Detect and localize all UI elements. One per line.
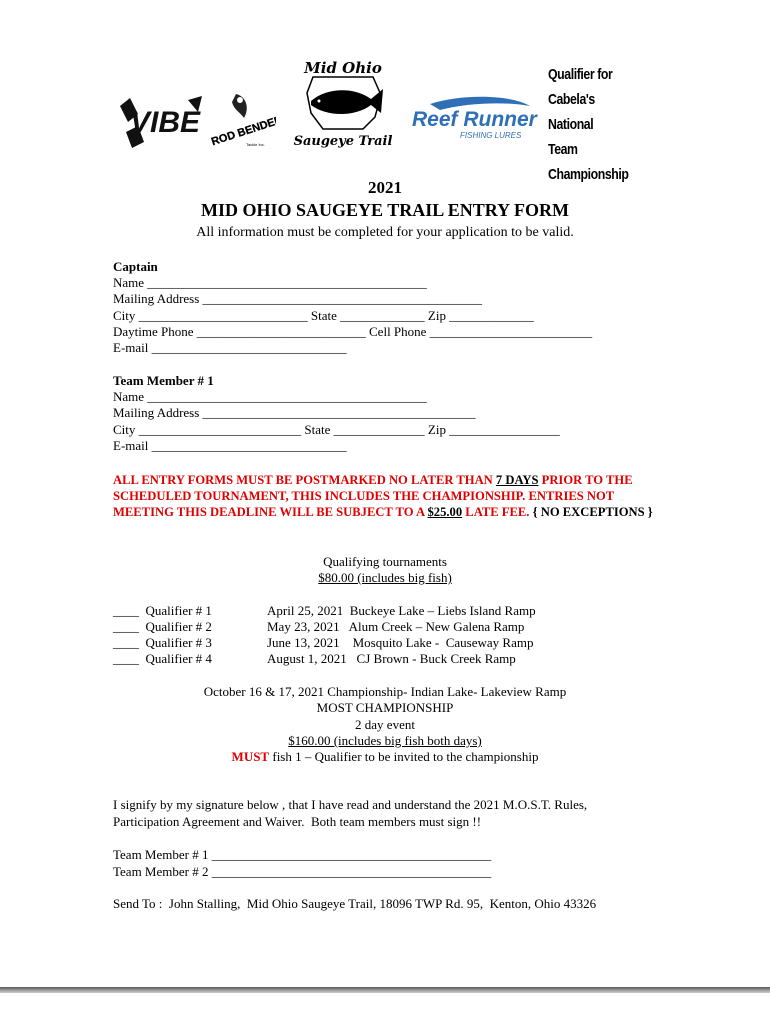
form-year: 2021 (368, 178, 402, 197)
rod-benders-text: ROD BENDERS (209, 111, 276, 149)
reef-runner-text: Reef Runner (412, 108, 537, 131)
qualifier-3-checkbox[interactable]: ____ Qualifier # 3 (113, 635, 212, 650)
signature-statement-1: I signify by my signature below , that I have read and understand the 2021 M.O.S.T. Rules, (113, 797, 588, 812)
qualifying-price (0, 570, 770, 586)
championship-name: MOST CHAMPIONSHIP (316, 700, 454, 715)
team-member-city-state-zip-field[interactable]: City _________________________ State ______________ Zip _________________ (113, 422, 560, 437)
captain-email-field[interactable]: E-mail ______________________________ (113, 340, 347, 355)
warning-no-exceptions: { NO EXCEPTIONS } (532, 505, 653, 520)
team-member-name-field[interactable]: Name ___________________________________________ (113, 389, 427, 404)
championship-price-text: $160.00 (includes big fish both days) (288, 733, 482, 748)
championship-dates: October 16 & 17, 2021 Championship- Indian Lake- Lakeview Ramp (203, 684, 567, 699)
form-subtitle: All information must be completed for your application to be valid. (196, 225, 574, 240)
qualifier-3-detail: June 13, 2021 Mosquito Lake - Causeway Ramp (267, 635, 534, 650)
championship-duration: 2 day event (355, 717, 415, 732)
cabelas-qualifier-badge (548, 62, 638, 183)
team-member-heading: Team Member # 1 (113, 373, 214, 388)
championship-price (0, 733, 770, 749)
qualifier-4-detail: August 1, 2021 CJ Brown - Buck Creek Ramp (267, 651, 516, 666)
mid-ohio-text: Mid Ohio (304, 59, 382, 77)
qualifier-line-1: Qualifier for (548, 66, 613, 83)
form-title: MID OHIO SAUGEYE TRAIL ENTRY FORM (201, 200, 569, 220)
warning-text-3: LATE FEE. (462, 505, 530, 520)
reef-runner-logo (410, 92, 538, 142)
rod-benders-logo (206, 92, 276, 150)
captain-name-field[interactable]: Name ___________________________________________ (113, 275, 427, 290)
championship-requirement-text: fish 1 – Qualifier to be invited to the championship (269, 749, 539, 764)
championship-requirement (0, 749, 770, 765)
reef-runner-sub: FISHING LURES (460, 131, 522, 140)
send-to-address: Send To : John Stalling, Mid Ohio Saugeye Trail, 18096 TWP Rd. 95, Kenton, Ohio 43326 (113, 896, 597, 911)
warning-text-2: PRIOR TO THE SCHEDULED TOURNAMENT, THIS INCLUDES THE CHAMPIONSHIP. ENTRIES NOT MEETING THIS DEADLINE WILL BE SUBJECT TO A (113, 473, 633, 520)
rod-benders-sub: Tackle Inc. (246, 142, 265, 147)
qualifier-1-checkbox[interactable]: ____ Qualifier # 1 (113, 603, 212, 618)
qualifier-4-checkbox[interactable]: ____ Qualifier # 4 (113, 651, 212, 666)
team-member-2-signature-field[interactable]: Team Member # 2 ___________________________________________ (113, 864, 492, 879)
captain-phone-field[interactable]: Daytime Phone __________________________ Cell Phone _________________________ (113, 324, 593, 339)
page-bottom-border (0, 987, 770, 993)
warning-days: 7 DAYS (495, 473, 539, 487)
saugeye-trail-text: Saugeye Trail (293, 134, 393, 149)
vibe-logo (118, 92, 208, 152)
vibe-logo-text: VIBE (130, 106, 201, 139)
qualifying-price-text: $80.00 (includes big fish) (318, 570, 452, 585)
team-member-mailing-field[interactable]: Mailing Address __________________________________________ (113, 405, 476, 420)
team-member-email-field[interactable]: E-mail ______________________________ (113, 438, 347, 453)
captain-city-state-zip-field[interactable]: City __________________________ State _____________ Zip _____________ (113, 308, 534, 323)
championship-must: MUST (231, 749, 270, 764)
qualifier-line-3: Team Championship (548, 141, 629, 183)
deadline-warning (113, 472, 653, 521)
warning-fee: $25.00 (427, 505, 463, 520)
qualifier-2-detail: May 23, 2021 Alum Creek – New Galena Ramp (267, 619, 525, 634)
captain-mailing-field[interactable]: Mailing Address ___________________________________________ (113, 291, 483, 306)
qualifier-line-2: Cabela's National (548, 91, 595, 133)
team-member-1-signature-field[interactable]: Team Member # 1 ___________________________________________ (113, 847, 492, 862)
mid-ohio-saugeye-trail-logo (283, 55, 403, 155)
qualifier-2-checkbox[interactable]: ____ Qualifier # 2 (113, 619, 212, 634)
qualifying-heading: Qualifying tournaments (323, 554, 447, 569)
captain-heading: Captain (113, 259, 158, 274)
warning-text-1: ALL ENTRY FORMS MUST BE POSTMARKED NO LATER THAN (113, 473, 496, 487)
signature-statement-2: Participation Agreement and Waiver. Both team members must sign !! (113, 814, 482, 829)
qualifier-1-detail: April 25, 2021 Buckeye Lake – Liebs Island Ramp (267, 603, 536, 618)
